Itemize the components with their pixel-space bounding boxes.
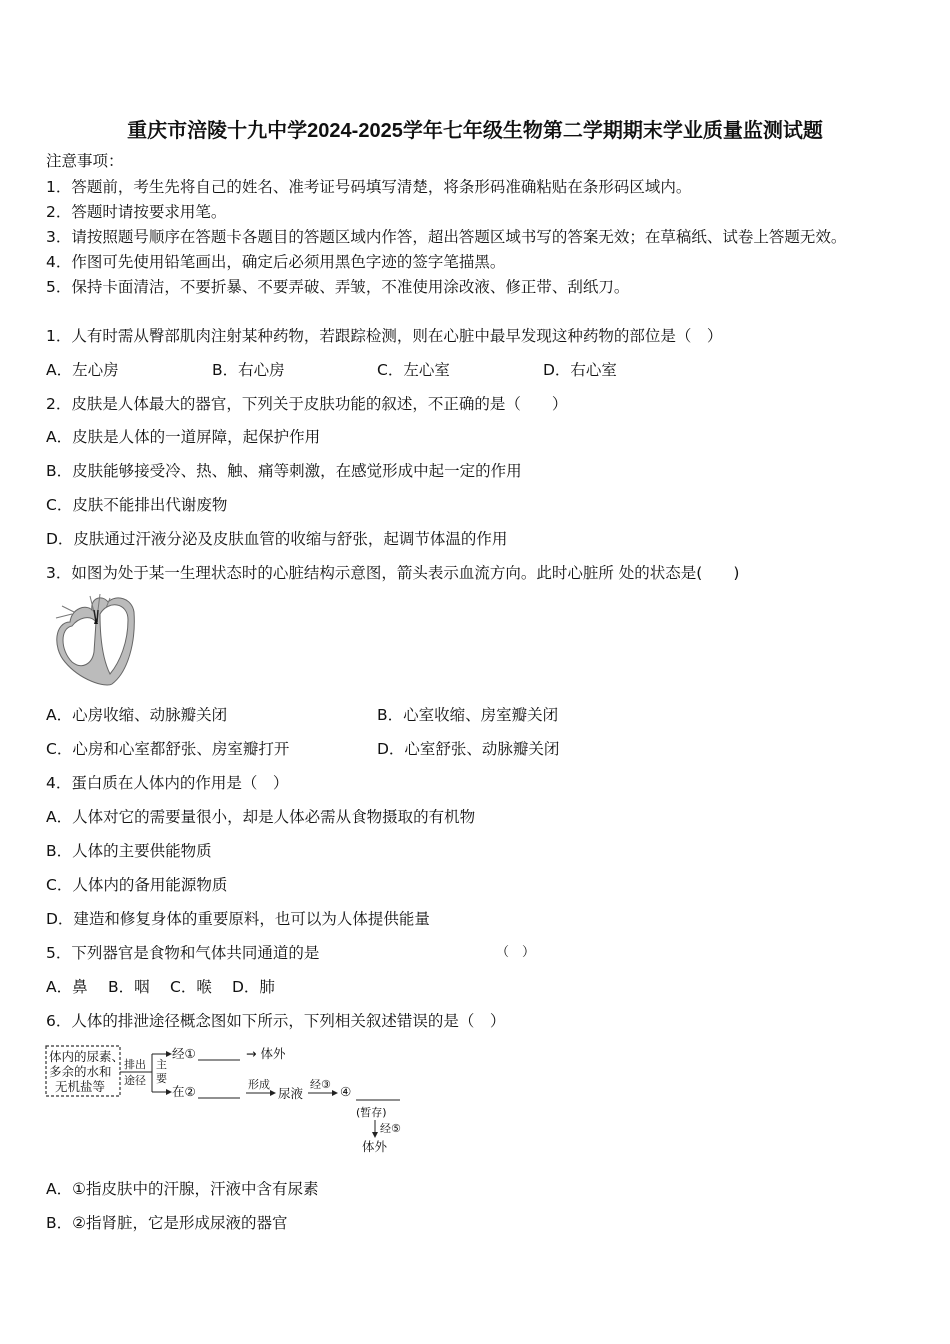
option: C．人体内的备用能源物质 <box>46 876 228 894</box>
option: B．心室收缩、房室瓣关闭 <box>377 706 559 724</box>
page-title: 重庆市涪陵十九中学2024-2025学年七年级生物第二学期期末学业质量监测试题 <box>127 120 823 142</box>
label-at2: 在② <box>172 1084 196 1099</box>
option: D．心室舒张、动脉瓣关闭 <box>377 740 560 758</box>
excretion-concept-map <box>42 1040 422 1155</box>
svg-text:经⑤: 经⑤ <box>380 1122 401 1135</box>
svg-text:→ 体外: → 体外 <box>246 1046 286 1061</box>
heart-diagram-image <box>50 592 140 688</box>
option: A．左心房 <box>46 361 119 379</box>
option: B．皮肤能够接受冷、热、触、痛等刺激，在感觉形成中起一定的作用 <box>46 462 522 480</box>
svg-text:要: 要 <box>156 1072 167 1085</box>
note-item: 2．答题时请按要求用笔。 <box>46 203 227 221</box>
option: D．肺 <box>232 978 275 996</box>
question-1-stem: 1．人有时需从臀部肌肉注射某种药物，若跟踪检测，则在心脏中最早发现这种药物的部位是（ ） <box>46 327 723 345</box>
note-item: 4．作图可先使用铅笔画出，确定后必须用黑色字迹的签字笔描黑。 <box>46 253 506 271</box>
option: C．左心室 <box>377 361 450 379</box>
svg-text:途径: 途径 <box>124 1074 146 1087</box>
box-line: 多余的水和 <box>49 1064 112 1079</box>
option: A．①指皮肤中的汗腺，汗液中含有尿素 <box>46 1180 319 1198</box>
svg-text:(暂存): (暂存) <box>356 1106 387 1119</box>
label-via1: 经① <box>172 1046 196 1061</box>
svg-text:主: 主 <box>156 1058 167 1071</box>
svg-text:经③: 经③ <box>310 1078 331 1091</box>
question-5-stem: 5．下列器官是食物和气体共同通道的是 <box>46 944 320 962</box>
option: B．右心房 <box>212 361 285 379</box>
box-line: 体内的尿素、 <box>49 1049 125 1064</box>
svg-text:排出: 排出 <box>124 1058 146 1071</box>
svg-text:尿液: 尿液 <box>278 1086 304 1101</box>
svg-text:体外: 体外 <box>362 1139 388 1154</box>
question-6-stem: 6．人体的排泄途径概念图如下所示，下列相关叙述错误的是（ ） <box>46 1012 506 1030</box>
option: D．建造和修复身体的重要原料，也可以为人体提供能量 <box>46 910 430 928</box>
option: A．心房收缩、动脉瓣关闭 <box>46 706 228 724</box>
option: B．咽 <box>108 978 150 996</box>
option: A．皮肤是人体的一道屏障，起保护作用 <box>46 428 321 446</box>
option: D．右心室 <box>543 361 617 379</box>
note-item: 3．请按照题号顺序在答题卡各题目的答题区域内作答，超出答题区域书写的答案无效；在草稿纸、试卷上答题无效。 <box>46 228 847 246</box>
note-item: 1．答题前，考生先将自己的姓名、准考证号码填写清楚，将条形码准确粘贴在条形码区域内。 <box>46 178 692 196</box>
option: B．人体的主要供能物质 <box>46 842 212 860</box>
svg-text:形成: 形成 <box>248 1078 270 1091</box>
question-2-stem: 2．皮肤是人体最大的器官，下列关于皮肤功能的叙述，不正确的是（ ） <box>46 395 568 413</box>
option: C．心房和心室都舒张、房室瓣打开 <box>46 740 290 758</box>
question-3-stem: 3．如图为处于某一生理状态时的心脏结构示意图，箭头表示血流方向。此时心脏所 处的状态是( ) <box>46 564 740 582</box>
question-4-stem: 4．蛋白质在人体内的作用是（ ） <box>46 774 289 792</box>
option: A．人体对它的需要量很小，却是人体必需从食物摄取的有机物 <box>46 808 476 826</box>
option: C．皮肤不能排出代谢废物 <box>46 496 228 514</box>
option: B．②指肾脏，它是形成尿液的器官 <box>46 1214 288 1232</box>
answer-paren: （ ） <box>496 945 536 960</box>
box-line: 无机盐等 <box>55 1079 106 1094</box>
option: A．鼻 <box>46 978 88 996</box>
option: C．喉 <box>170 978 212 996</box>
notes-heading: 注意事项： <box>46 152 124 170</box>
svg-text:④: ④ <box>340 1084 352 1099</box>
option: D．皮肤通过汗液分泌及皮肤血管的收缩与舒张，起调节体温的作用 <box>46 530 508 548</box>
note-item: 5．保持卡面清洁，不要折暴、不要弄破、弄皱，不准使用涂改液、修正带、刮纸刀。 <box>46 278 630 296</box>
